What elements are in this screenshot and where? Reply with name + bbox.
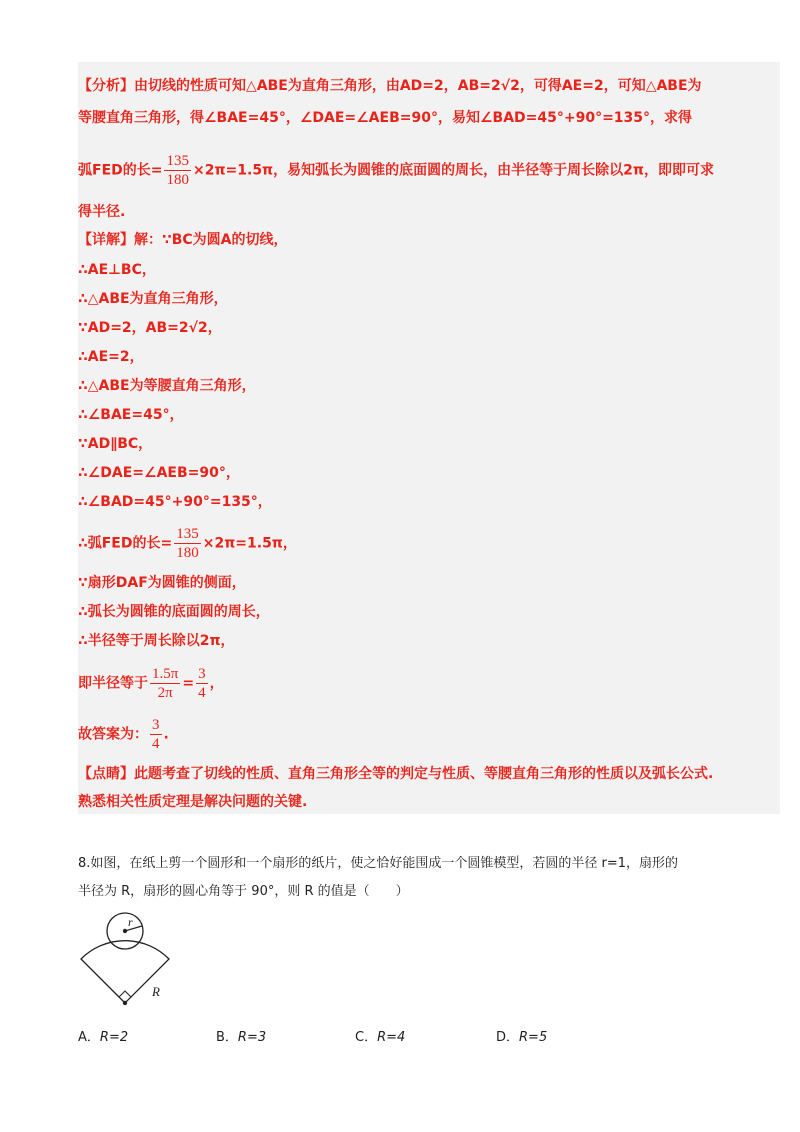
detail-line-10: ∴∠BAD=45°+90°=135°，	[78, 494, 272, 510]
comment-line-2: 熟悉相关性质定理是解决问题的关键.	[78, 794, 308, 810]
detail-line-9: ∴∠DAE=∠AEB=90°，	[78, 465, 240, 481]
detail-line-2: ∴AE⊥BC，	[78, 262, 156, 278]
option-a[interactable]: A．R=2	[78, 1030, 129, 1045]
fraction: $\frac{135}{180}$	[166, 153, 189, 188]
detail-line-1: 【详解】解：∵BC为圆A的切线，	[78, 232, 288, 248]
label-R: R	[152, 984, 160, 999]
fraction: $\frac{1.5\pi}{2\pi}$	[152, 666, 179, 701]
right-angle-mark	[119, 991, 131, 997]
fraction: $\frac{135}{180}$	[176, 526, 199, 561]
detail-line-15: 即半径等于 $\frac{1.5\pi}{2\pi}$ = $\frac{3}{4}$ ，	[78, 666, 224, 701]
analysis-line-3: 弧FED的长= $\frac{135}{180}$ ×2π=1.5π，易知弧长为圆锥的底面圆的周长，由半径等于周长除以2π，即即可求	[78, 153, 714, 188]
fraction: $\frac{3}{4}$	[198, 666, 206, 701]
fraction: $\frac{3}{4}$	[152, 717, 160, 752]
detail-line-13: ∴弧长为圆锥的底面圆的周长，	[78, 604, 270, 620]
detail-line-3: ∴△ABE为直角三角形，	[78, 291, 228, 307]
question-8-line-1: 8.如图，在纸上剪一个圆形和一个扇形的纸片，使之恰好能围成一个圆锥模型，若圆的半径 r=1，扇形的	[78, 856, 679, 871]
option-c[interactable]: C．R=4	[355, 1030, 406, 1045]
detail-line-12: ∵扇形DAF为圆锥的侧面，	[78, 575, 246, 591]
solution-panel	[78, 62, 780, 814]
comment-line-1: 【点睛】此题考查了切线的性质、直角三角形全等的判定与性质、等腰直角三角形的性质以及弧长公式.	[78, 766, 714, 782]
detail-line-14: ∴半径等于周长除以2π，	[78, 633, 235, 649]
analysis-line-1: 【分析】由切线的性质可知△ABE为直角三角形，由AD=2，AB=2√2，可得AE=2，可知△ABE为	[78, 78, 702, 94]
detail-line-7: ∴∠BAE=45°，	[78, 407, 184, 423]
detail-line-5: ∴AE=2，	[78, 349, 144, 365]
detail-line-6: ∴△ABE为等腰直角三角形，	[78, 378, 256, 394]
option-d[interactable]: D．R=5	[496, 1030, 548, 1045]
question-8-line-2: 半径为 R，扇形的圆心角等于 90°，则 R 的值是（ ）	[78, 884, 409, 899]
detail-line-8: ∵AD∥BC，	[78, 436, 153, 452]
cone-net-figure	[78, 912, 188, 1012]
sector-center-dot	[123, 1001, 127, 1005]
detail-line-16: 故答案为： $\frac{3}{4}$ .	[78, 717, 169, 752]
option-b[interactable]: B．R=3	[216, 1030, 267, 1045]
detail-line-4: ∵AD=2，AB=2√2，	[78, 320, 222, 336]
detail-line-11: ∴弧FED的长= $\frac{135}{180}$ ×2π=1.5π，	[78, 526, 297, 561]
question-8	[78, 850, 758, 906]
label-r: r	[128, 915, 133, 929]
analysis-line-2: 等腰直角三角形，得∠BAE=45°，∠DAE=∠AEB=90°，易知∠BAD=45°+90°=135°，求得	[78, 110, 693, 126]
analysis-line-4: 得半径.	[78, 204, 126, 220]
